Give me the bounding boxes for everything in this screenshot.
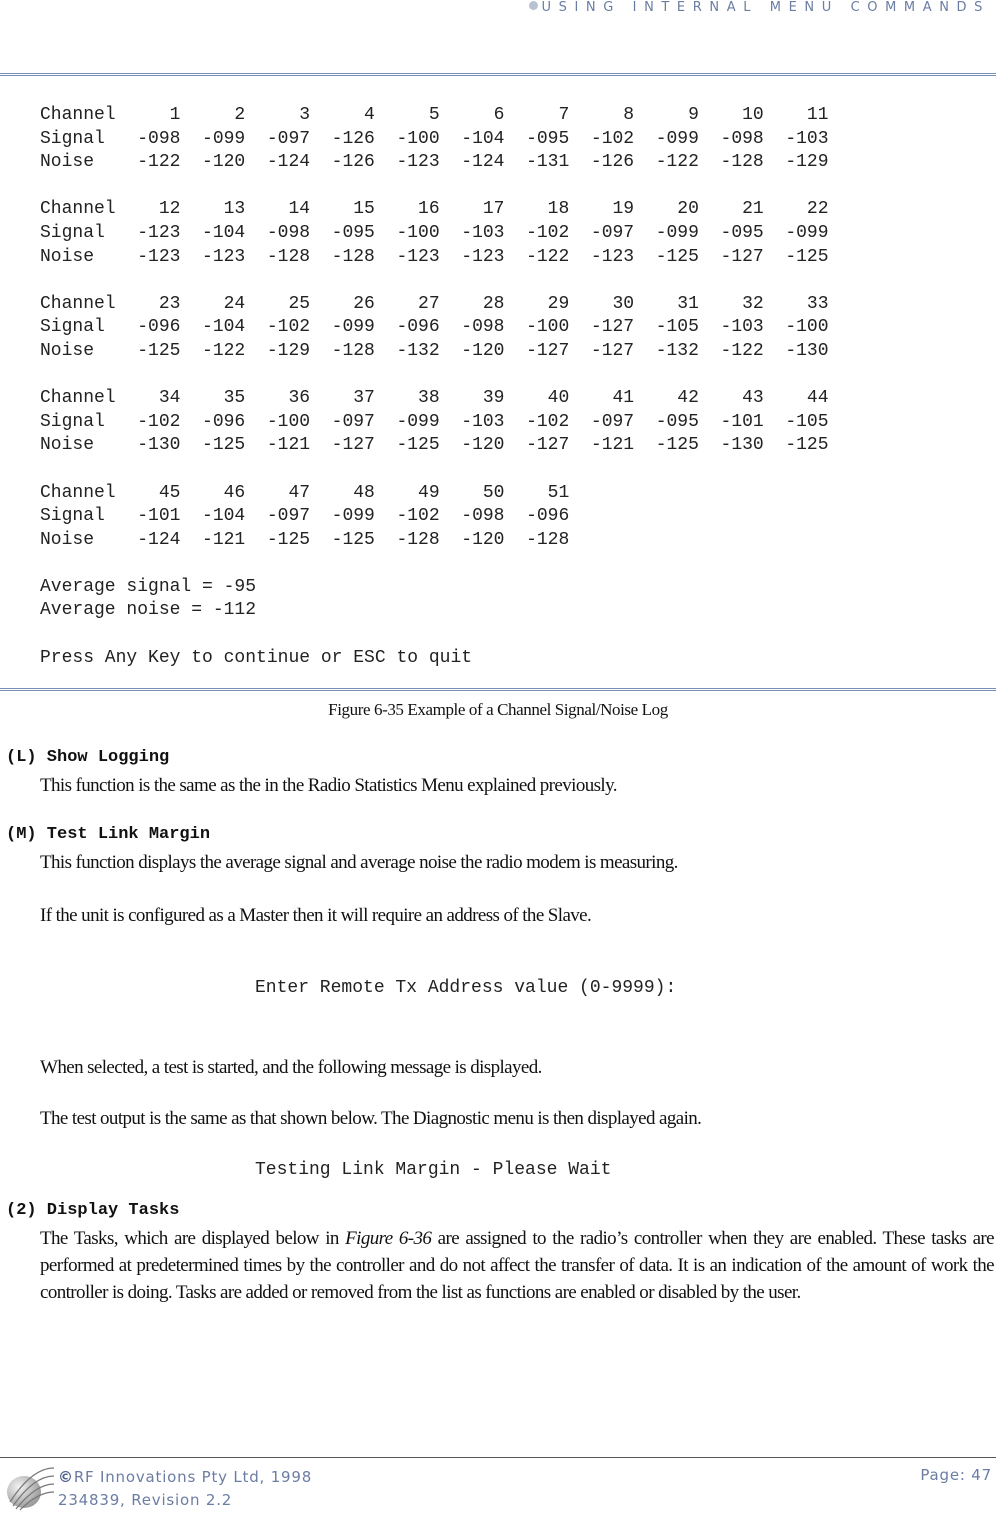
top-divider (0, 73, 996, 76)
log-line: Channel 45 46 47 48 49 50 51 (40, 482, 570, 503)
log-line: Signal -123 -104 -098 -095 -100 -103 -102 -097 -099 -095 -099 (40, 222, 829, 243)
log-line: Signal -101 -104 -097 -099 -102 -098 -096 (40, 506, 570, 527)
log-line: Channel 12 13 14 15 16 17 18 19 20 21 22 (40, 199, 829, 220)
bullet-icon (529, 1, 538, 10)
log-line: Signal -096 -104 -102 -099 -096 -098 -100 -127 -105 -103 -100 (40, 317, 829, 338)
log-line: Channel 34 35 36 37 38 39 40 41 42 43 44 (40, 388, 829, 409)
log-line: Press Any Key to continue or ESC to quit (40, 647, 473, 668)
test-started-text: When selected, a test is started, and the following message is displayed. (40, 1057, 542, 1078)
signal-noise-log (40, 104, 829, 670)
figure-caption: Figure 6-35 Example of a Channel Signal/Noise Log (328, 700, 668, 719)
bottom-divider (0, 688, 996, 691)
log-line: Noise -123 -123 -128 -128 -123 -123 -122 -123 -125 -127 -125 (40, 246, 829, 267)
log-line: Signal -098 -099 -097 -126 -100 -104 -095 -102 -099 -098 -103 (40, 128, 829, 149)
log-blank-line (40, 269, 829, 293)
footer-info (58, 1466, 312, 1512)
footer-copyright (58, 1466, 312, 1489)
display-tasks-text-start: The Tasks, which are displayed below in (40, 1228, 346, 1249)
log-line: Noise -124 -121 -125 -125 -128 -120 -128 (40, 529, 570, 550)
log-blank-line (40, 175, 829, 199)
figure-reference: Figure 6-36 (345, 1228, 432, 1249)
log-blank-line (40, 364, 829, 388)
document-id: 234839, Revision 2.2 (58, 1491, 233, 1509)
display-tasks-heading: (2) Display Tasks (6, 1201, 180, 1220)
test-output-text: The test output is the same as that shown below. The Diagnostic menu is then displayed again. (40, 1108, 702, 1129)
master-address-text: If the unit is configured as a Master then it will require an address of the Slave. (40, 905, 592, 926)
log-line: Noise -122 -120 -124 -126 -123 -124 -131 -126 -122 -128 -129 (40, 152, 829, 173)
company-logo-icon (4, 1462, 56, 1512)
log-line: Average signal = -95 (40, 576, 257, 597)
log-line: Noise -125 -122 -129 -128 -132 -120 -127 -127 -132 -122 -130 (40, 340, 829, 361)
running-header (529, 0, 991, 20)
log-line: Channel 1 2 3 4 5 6 7 8 9 10 11 (40, 105, 829, 125)
display-tasks-text (40, 1225, 994, 1306)
remote-address-prompt: Enter Remote Tx Address value (0-9999): (255, 978, 677, 998)
log-line: Channel 23 24 25 26 27 28 29 30 31 32 33 (40, 293, 829, 314)
test-link-margin-heading: (M) Test Link Margin (6, 825, 211, 844)
display-tasks-text-end: are assigned to the radio’s controller when they are enabled. These tasks are performed at predetermined times by the controller and do not affect the transfer of data. It is an indication of the amount of work the controller is doing. Tasks are added or removed from the list as functions are enabled or disabled by the user. (40, 1228, 994, 1303)
page-number: Page: 47 (920, 1466, 992, 1484)
log-blank-line (40, 623, 829, 647)
log-line: Noise -130 -125 -121 -127 -125 -120 -127 -121 -125 -130 -125 (40, 435, 829, 456)
copyright-symbol: © (58, 1468, 74, 1486)
show-logging-heading: (L) Show Logging (6, 748, 170, 767)
log-line: Average noise = -112 (40, 600, 257, 621)
header-title: USING INTERNAL MENU COMMANDS (541, 0, 990, 15)
show-logging-text: This function is the same as the in the Radio Statistics Menu explained previously. (40, 775, 617, 796)
log-line: Signal -102 -096 -100 -097 -099 -103 -102 -097 -095 -101 -105 (40, 411, 829, 432)
test-link-margin-text: This function displays the average signal and average noise the radio modem is measuring. (40, 852, 678, 873)
footer-divider (0, 1457, 996, 1458)
log-blank-line (40, 552, 829, 576)
log-blank-line (40, 458, 829, 482)
testing-wait-message: Testing Link Margin - Please Wait (255, 1160, 612, 1180)
company-name: RF Innovations Pty Ltd, 1998 (73, 1468, 313, 1486)
